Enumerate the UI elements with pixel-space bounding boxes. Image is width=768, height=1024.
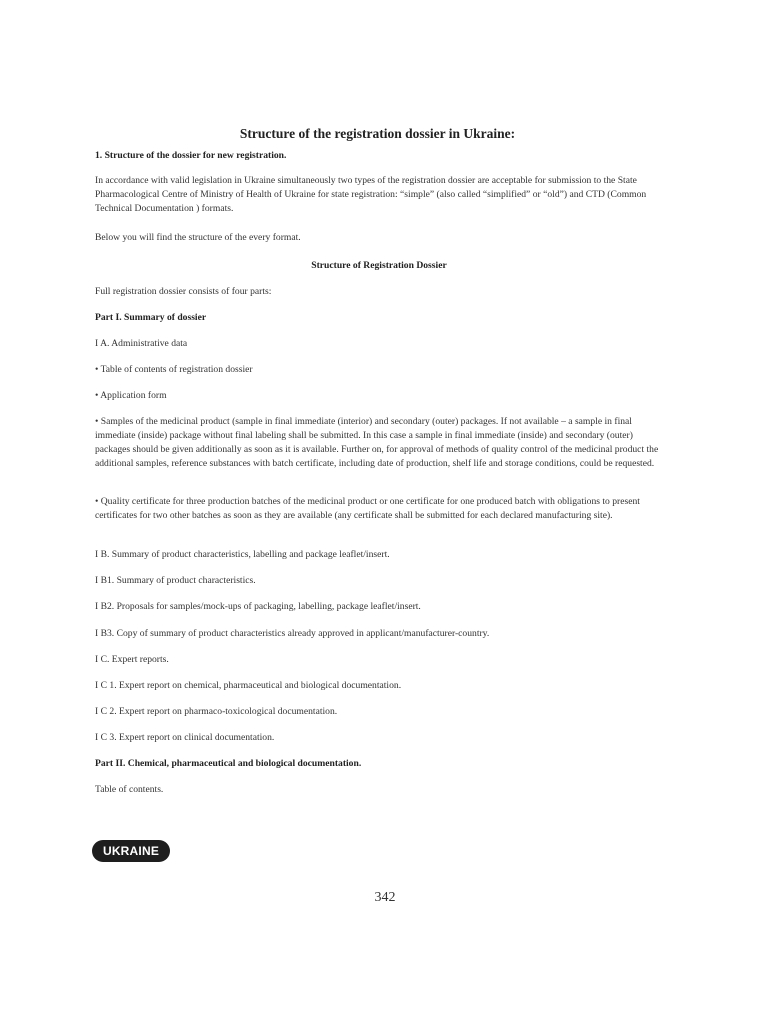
part2-heading: Part II. Chemical, pharmaceutical and biological documentation.: [95, 758, 362, 769]
document-title: Structure of the registration dossier in Ukraine:: [239, 126, 516, 141]
ic2-item: I C 2. Expert report on pharmaco-toxicological documentation.: [95, 706, 338, 717]
below-text: Below you will find the structure of the every format.: [95, 232, 301, 243]
full-dossier-text: Full registration dossier consists of four parts:: [95, 286, 272, 297]
table-of-contents-text: Table of contents.: [95, 784, 164, 795]
intro-paragraph: In accordance with valid legislation in Ukraine simultaneously two types of the registration dossier are acceptable for submission to the State Pharmacological Centre of Ministry of Health of Ukraine for state registration: “simple” (also called “simplified” or “old”) and CTD (Common Technical Documentation ) formats.: [95, 175, 647, 214]
ib-item: I B. Summary of product characteristics, labelling and package leaflet/insert.: [95, 549, 390, 560]
bullet-item: • Table of contents of registration dossier: [95, 364, 253, 375]
document-page: [95, 0, 665, 1024]
bullet-item: • Samples of the medicinal product (sample in final immediate (interior) and secondary (outer) packages. If not available – a sample in final immediate (inside) package without final labeling shall be submitted. In this case a sample in final immediate (inside) and secondary (outer) packages should be given additionally as soon as it is available. Further on, for approval of methods of quality control of the medicinal product the additional samples, reference substances with batch certificate, including date of production, shelf life and storage conditions, could be requested.: [95, 416, 659, 469]
page-number: 342: [374, 890, 396, 905]
ic1-item: I C 1. Expert report on chemical, pharmaceutical and biological documentation.: [95, 680, 402, 691]
part1-heading: Part I. Summary of dossier: [95, 312, 207, 323]
dossier-subheading: Structure of Registration Dossier: [311, 260, 447, 271]
ib1-item: I B1. Summary of product characteristics.: [95, 575, 256, 586]
section1-heading: 1. Structure of the dossier for new registration.: [95, 150, 287, 161]
country-badge: UKRAINE: [92, 840, 170, 862]
ib2-item: I B2. Proposals for samples/mock-ups of packaging, labelling, package leaflet/insert.: [95, 601, 421, 612]
ia-label: I A. Administrative data: [95, 338, 188, 349]
ib3-item: I B3. Copy of summary of product characteristics already approved in applicant/manufacturer-country.: [95, 628, 490, 639]
ic-item: I C. Expert reports.: [95, 654, 169, 665]
bullet-item: • Quality certificate for three production batches of the medicinal product or one certificate for one produced batch with obligations to present certificates for two other batches as soon as they are available (any certificate shall be submitted for each declared manufacturing site).: [95, 496, 640, 521]
bullet-item: • Application form: [95, 390, 167, 401]
ic3-item: I C 3. Expert report on clinical documentation.: [95, 732, 275, 743]
